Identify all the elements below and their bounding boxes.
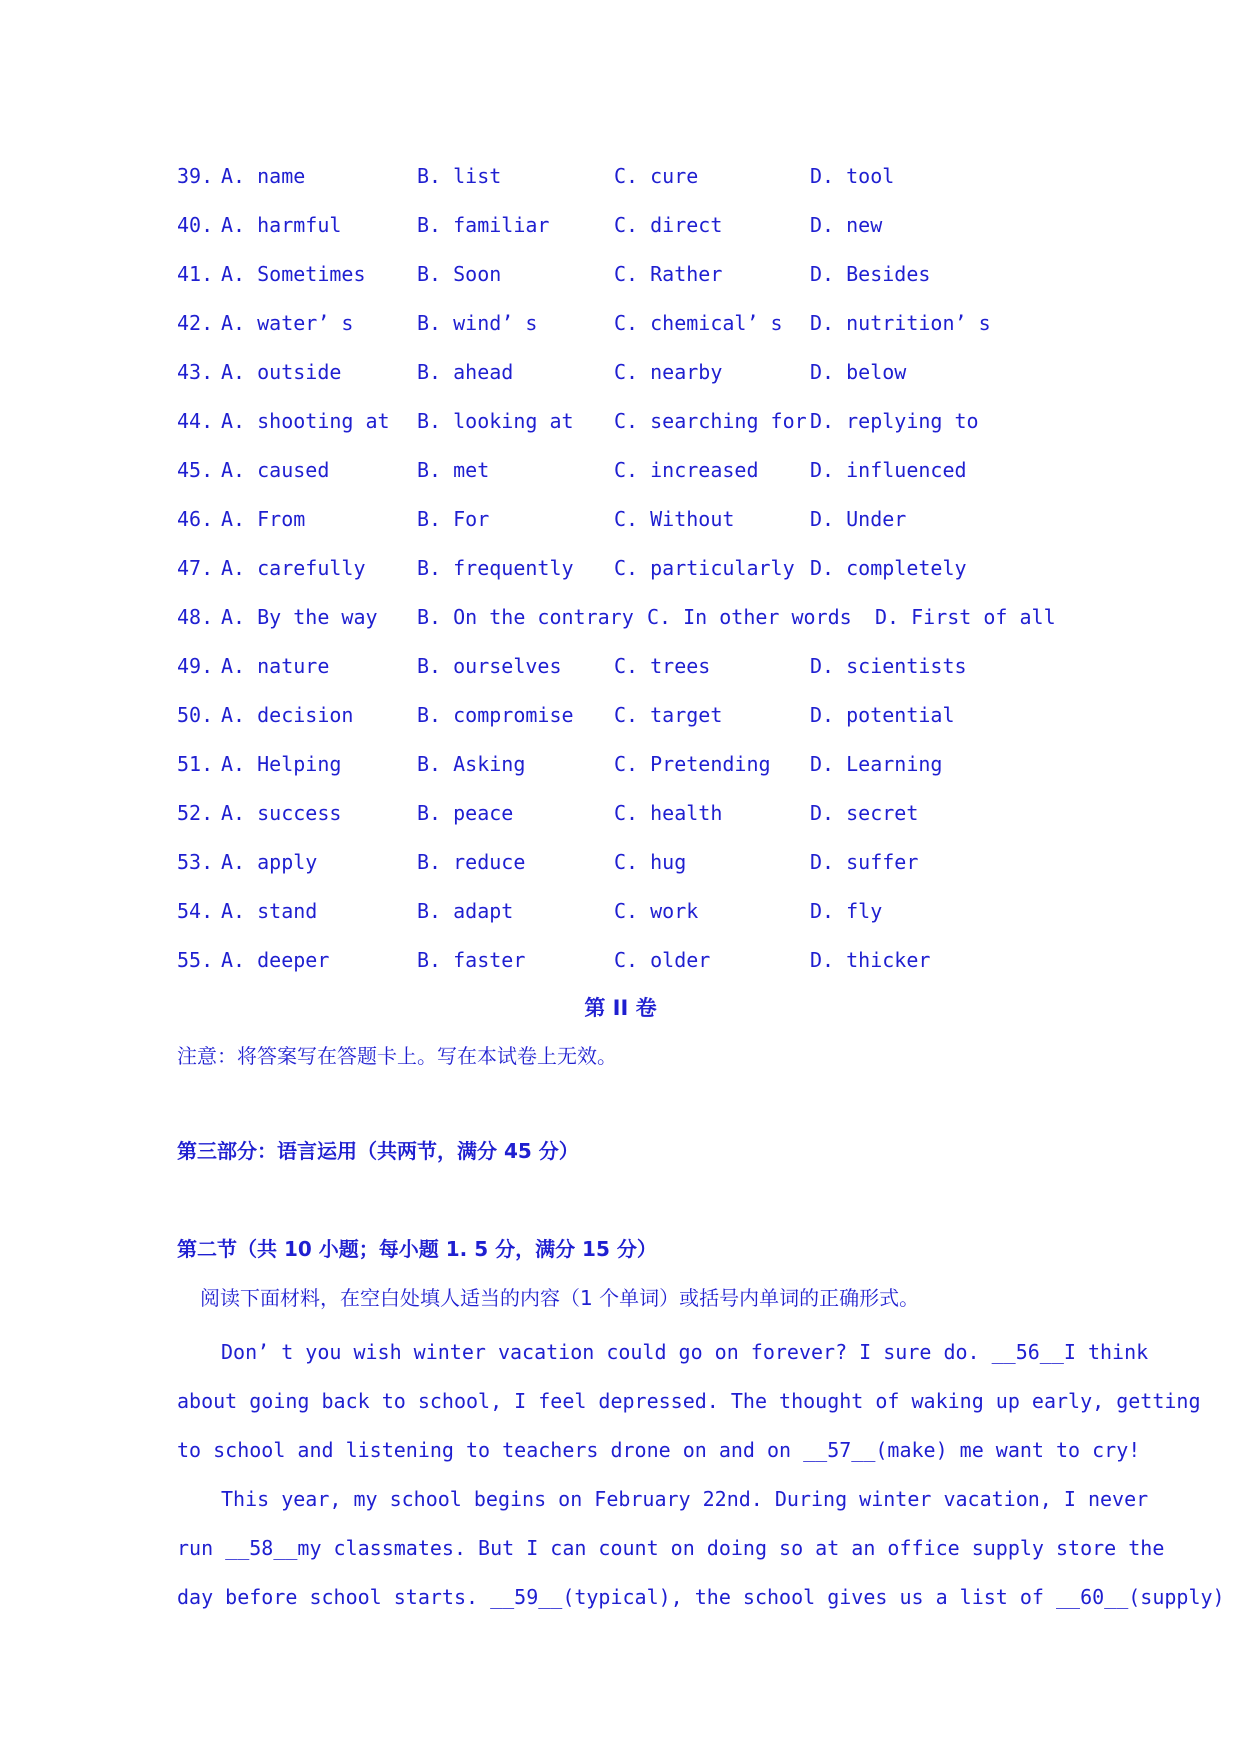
passage-line: This year, my school begins on February 22nd. During winter vacation, I never: [221, 1487, 1149, 1511]
option-c: C. Without: [614, 507, 735, 531]
option-c: C. direct: [614, 213, 723, 237]
passage-line: run __58__my classmates. But I can count on doing so at an office supply store the: [177, 1536, 1165, 1560]
option-b: B. ourselves: [417, 654, 562, 678]
question-number: 48.: [177, 605, 214, 629]
note-text: 注意：将答案写在答题卡上。写在本试卷上无效。: [177, 1044, 617, 1068]
option-a: A. nature: [221, 654, 330, 678]
question-row: [177, 601, 1077, 650]
option-b: B. reduce: [417, 850, 526, 874]
question-row: [177, 454, 1077, 503]
option-c: C. Pretending: [614, 752, 771, 776]
option-a: A. stand: [221, 899, 318, 923]
question-number: 44.: [177, 409, 214, 433]
question-number: 40.: [177, 213, 214, 237]
option-b: B. Soon: [417, 262, 502, 286]
option-d: D. First of all: [875, 605, 1056, 629]
option-b: B. For: [417, 507, 490, 531]
passage-line: to school and listening to teachers drone on and on __57__(make) me want to cry!: [177, 1438, 1141, 1462]
option-b: B. adapt: [417, 899, 514, 923]
option-d: D. secret: [810, 801, 919, 825]
option-a: A. outside: [221, 360, 342, 384]
question-row: [177, 258, 1077, 307]
option-c: C. In other words: [647, 605, 852, 629]
option-d: D. scientists: [810, 654, 967, 678]
option-d: D. Under: [810, 507, 907, 531]
option-b: B. wind’ s: [417, 311, 538, 335]
option-d: D. Besides: [810, 262, 931, 286]
question-number: 47.: [177, 556, 214, 580]
question-number: 52.: [177, 801, 214, 825]
part-title: 第三部分：语言运用（共两节，满分 45 分）: [177, 1139, 579, 1163]
question-row: [177, 846, 1077, 895]
options-list: [177, 160, 1077, 993]
passage-line: Don’ t you wish winter vacation could go on forever? I sure do. __56__I think: [221, 1340, 1149, 1364]
question-number: 43.: [177, 360, 214, 384]
question-row: [177, 160, 1077, 209]
question-number: 53.: [177, 850, 214, 874]
option-c: C. work: [614, 899, 699, 923]
instruction-text: 阅读下面材料，在空白处填人适当的内容（1 个单词）或括号内单词的正确形式。: [200, 1286, 920, 1310]
option-b: B. ahead: [417, 360, 514, 384]
question-number: 42.: [177, 311, 214, 335]
option-a: A. water’ s: [221, 311, 354, 335]
option-c: C. nearby: [614, 360, 723, 384]
option-c: C. hug: [614, 850, 687, 874]
question-row: [177, 503, 1077, 552]
option-d: D. below: [810, 360, 907, 384]
passage-line: about going back to school, I feel depressed. The thought of waking up early, getting: [177, 1389, 1201, 1413]
passage-line: day before school starts. __59__(typical), the school gives us a list of __60__(supply): [177, 1585, 1225, 1609]
option-d: D. fly: [810, 899, 883, 923]
option-d: D. tool: [810, 164, 895, 188]
option-c: C. cure: [614, 164, 699, 188]
question-row: [177, 209, 1077, 258]
option-c: C. Rather: [614, 262, 723, 286]
question-row: [177, 944, 1077, 993]
option-b: B. familiar: [417, 213, 550, 237]
question-number: 49.: [177, 654, 214, 678]
option-d: D. influenced: [810, 458, 967, 482]
option-c: C. trees: [614, 654, 711, 678]
option-d: D. thicker: [810, 948, 931, 972]
option-a: A. carefully: [221, 556, 366, 580]
option-a: A. apply: [221, 850, 318, 874]
question-row: [177, 895, 1077, 944]
option-b: B. list: [417, 164, 502, 188]
option-d: D. completely: [810, 556, 967, 580]
option-a: A. Helping: [221, 752, 342, 776]
option-a: A. success: [221, 801, 342, 825]
option-b: B. met: [417, 458, 490, 482]
option-b: B. faster: [417, 948, 526, 972]
question-number: 51.: [177, 752, 214, 776]
option-a: A. By the way: [221, 605, 378, 629]
question-row: [177, 797, 1077, 846]
question-row: [177, 552, 1077, 601]
question-row: [177, 405, 1077, 454]
option-b: B. compromise: [417, 703, 574, 727]
option-c: C. health: [614, 801, 723, 825]
option-d: D. suffer: [810, 850, 919, 874]
question-row: [177, 699, 1077, 748]
question-row: [177, 307, 1077, 356]
question-number: 54.: [177, 899, 214, 923]
option-a: A. decision: [221, 703, 354, 727]
option-a: A. deeper: [221, 948, 330, 972]
option-c: C. older: [614, 948, 711, 972]
passage: [177, 1328, 1225, 1622]
option-a: A. caused: [221, 458, 330, 482]
option-a: A. harmful: [221, 213, 342, 237]
question-row: [177, 356, 1077, 405]
sub-title: 第二节（共 10 小题；每小题 1. 5 分，满分 15 分）: [177, 1237, 657, 1261]
option-d: D. potential: [810, 703, 955, 727]
option-b: B. frequently: [417, 556, 574, 580]
question-number: 55.: [177, 948, 214, 972]
option-c: C. increased: [614, 458, 759, 482]
question-row: [177, 748, 1077, 797]
section-title: 第 II 卷: [584, 996, 657, 1020]
option-b: B. On the contrary: [417, 605, 634, 629]
option-d: D. new: [810, 213, 883, 237]
question-number: 50.: [177, 703, 214, 727]
question-number: 39.: [177, 164, 214, 188]
option-b: B. Asking: [417, 752, 526, 776]
option-c: C. target: [614, 703, 723, 727]
option-a: A. shooting at: [221, 409, 390, 433]
option-a: A. name: [221, 164, 306, 188]
question-row: [177, 650, 1077, 699]
option-d: D. Learning: [810, 752, 943, 776]
option-d: D. nutrition’ s: [810, 311, 991, 335]
option-b: B. peace: [417, 801, 514, 825]
option-c: C. searching for: [614, 409, 807, 433]
option-a: A. Sometimes: [221, 262, 366, 286]
option-c: C. particularly: [614, 556, 795, 580]
option-c: C. chemical’ s: [614, 311, 783, 335]
question-number: 45.: [177, 458, 214, 482]
question-number: 46.: [177, 507, 214, 531]
option-d: D. replying to: [810, 409, 979, 433]
option-a: A. From: [221, 507, 306, 531]
question-number: 41.: [177, 262, 214, 286]
option-b: B. looking at: [417, 409, 574, 433]
